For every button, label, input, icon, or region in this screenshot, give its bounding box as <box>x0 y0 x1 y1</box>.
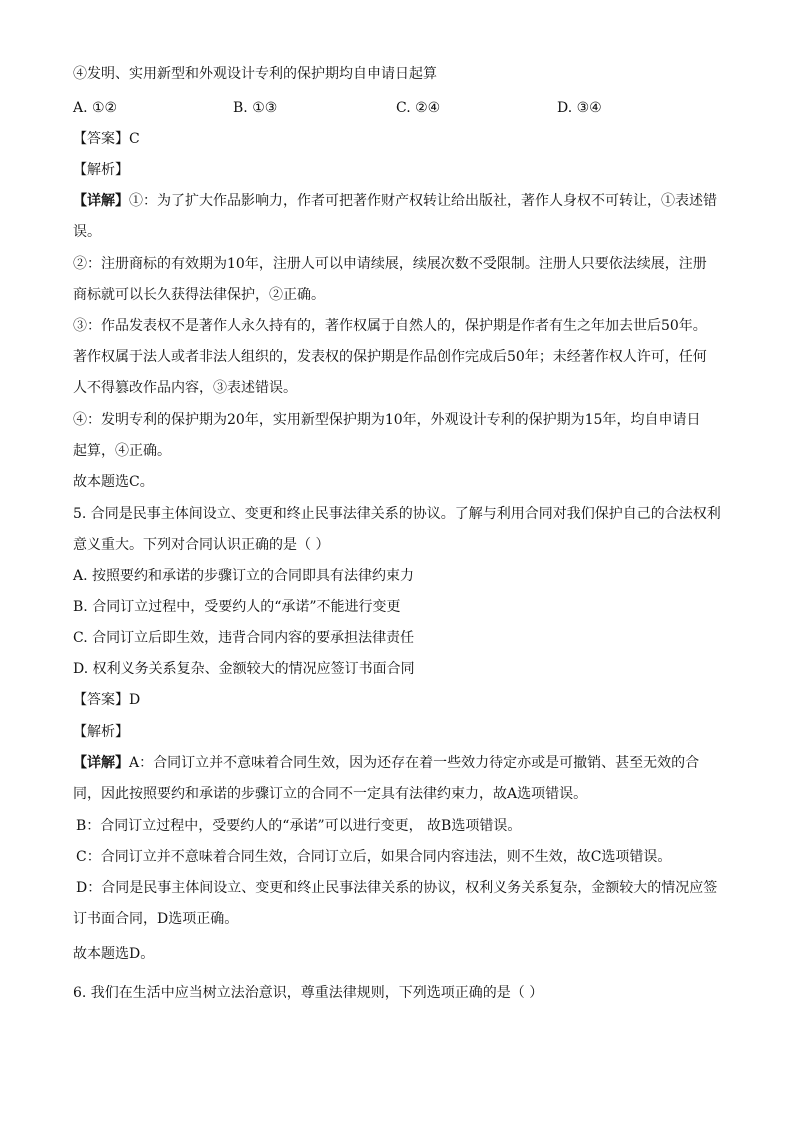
answer-value: C <box>129 131 140 147</box>
q4-detail-p2-line2: 商标就可以长久获得法律保护，②正确。 <box>73 287 325 303</box>
q4-option-a: A. ①② <box>73 100 118 116</box>
q4-conclusion: 故本题选C。 <box>73 474 154 490</box>
q5-option-d: D. 权利义务关系复杂、金额较大的情况应签订书面合同 <box>73 661 415 677</box>
answer-value: D <box>129 692 141 708</box>
q5-detail-d-line2: 订书面合同，D选项正确。 <box>73 911 239 927</box>
detail-tag: 【详解】 <box>73 755 129 771</box>
q4-option-b: B. ①③ <box>233 100 278 116</box>
q5-option-a: A. 按照要约和承诺的步骤订立的合同即具有法律约束力 <box>73 568 415 584</box>
q5-detail-a-line2: 同，因此按照要约和承诺的步骤订立的合同不一定具有法律约束力，故A选项错误。 <box>73 786 588 802</box>
q5-detail-d-line1: D：合同是民事主体间设立、变更和终止民事法律关系的协议，权利义务关系复杂，金额较大的情况应签 <box>76 880 718 896</box>
q5-option-c: C. 合同订立后即生效，违背合同内容的要承担法律责任 <box>73 630 415 646</box>
q4-option-c: C. ②④ <box>396 100 441 116</box>
detail-text: ①：为了扩大作品影响力，作者可把著作财产权转让给出版社，著作人身权不可转让，①表述错 <box>129 193 717 209</box>
q5-stem-line1: 5. 合同是民事主体间设立、变更和终止民事法律关系的协议。了解与利用合同对我们保护自己的合法权利 <box>73 506 721 522</box>
q4-analysis-tag: 【解析】 <box>73 162 129 178</box>
q4-option-d: D. ③④ <box>557 100 602 116</box>
q5-conclusion: 故本题选D。 <box>73 946 155 962</box>
q5-detail-c: C：合同订立并不意味着合同生效，合同订立后，如果合同内容违法，则不生效，故C选项错误。 <box>76 849 672 865</box>
q4-detail-p4-line1: ④：发明专利的保护期为20年，实用新型保护期为10年，外观设计专利的保护期为15年，均自申请日 <box>73 412 701 428</box>
detail-tag: 【详解】 <box>73 193 129 209</box>
q4-answer <box>73 129 140 149</box>
q5-option-b: B. 合同订立过程中，受要约人的“承诺”不能进行变更 <box>73 599 401 615</box>
q5-stem-line2: 意义重大。下列对合同认识正确的是（ ） <box>73 537 330 553</box>
q5-analysis-tag: 【解析】 <box>73 724 129 740</box>
answer-tag: 【答案】 <box>73 131 129 147</box>
q4-detail-p3-line2: 著作权属于法人或者非法人组织的，发表权的保护期是作品创作完成后50年；未经著作权人许可，任何 <box>73 349 707 365</box>
q6-stem: 6. 我们在生活中应当树立法治意识，尊重法律规则，下列选项正确的是（ ） <box>73 985 544 1001</box>
q5-detail-a-line1 <box>73 753 699 773</box>
answer-tag: 【答案】 <box>73 692 129 708</box>
q5-answer <box>73 690 140 710</box>
q4-detail-p4-line2: 起算，④正确。 <box>73 443 171 459</box>
q4-detail-p2-line1: ②：注册商标的有效期为10年，注册人可以申请续展，续展次数不受限制。注册人只要依法续展，注册 <box>73 256 707 272</box>
q4-detail-p1-line1 <box>73 191 717 211</box>
q4-detail-p3-line3: 人不得篡改作品内容，③表述错误。 <box>73 380 297 396</box>
q4-detail-p3-line1: ③：作品发表权不是著作人永久持有的，著作权属于自然人的，保护期是作者有生之年加去世后50年。 <box>73 318 707 334</box>
detail-text: A：合同订立并不意味着合同生效，因为还存在着一些效力待定亦或是可撤销、甚至无效的合 <box>129 755 700 771</box>
q4-detail-p1-line2: 误。 <box>73 224 101 240</box>
q4-statement-4: ④发明、实用新型和外观设计专利的保护期均自申请日起算 <box>73 66 437 82</box>
q5-detail-b: B：合同订立过程中，受要约人的“承诺”可以进行变更， 故B选项错误。 <box>76 818 522 834</box>
